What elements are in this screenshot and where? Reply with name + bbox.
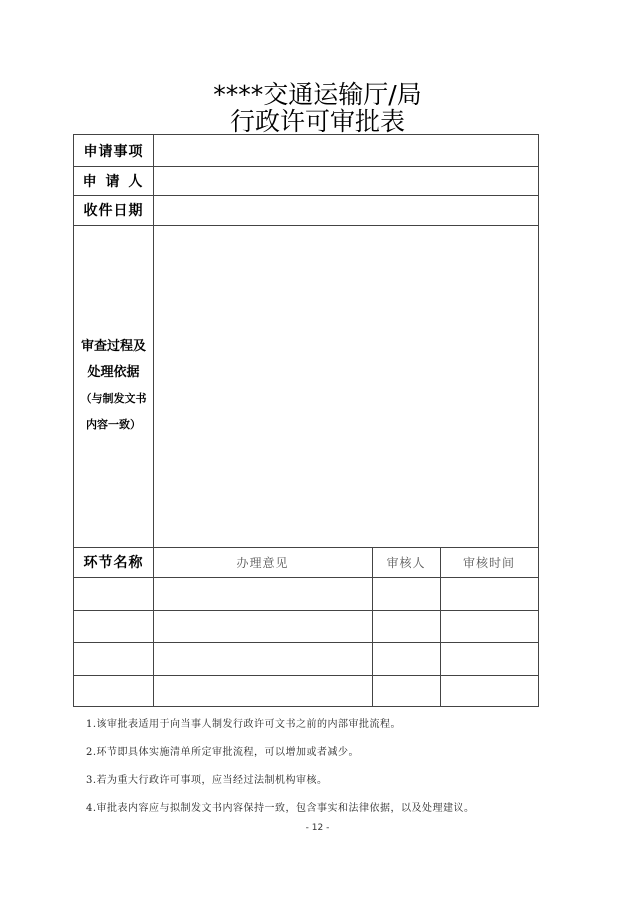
applicant-field[interactable] (153, 166, 538, 195)
stage-row-4-name-cell[interactable] (74, 675, 153, 706)
stage-name-header: 环节名称 (83, 555, 144, 571)
note-item: 2.环节即具体实施清单所定审批流程，可以增加或者减少。 (86, 747, 360, 758)
reviewer-header: 审核人 (386, 555, 426, 570)
application-item-label: 申请事项 (83, 143, 144, 160)
document-title-line1: ****交通运输厅/局 (213, 80, 422, 109)
receipt-date-field[interactable] (153, 195, 538, 225)
process-label-line3: （与制发文书 (80, 392, 147, 405)
review-time-header: 审核时间 (462, 555, 515, 570)
notes-section (86, 717, 606, 829)
stage-row-4-reviewer-cell[interactable] (372, 675, 440, 706)
receipt-date-label: 收件日期 (83, 203, 144, 219)
label-cell-receipt-date (74, 195, 153, 225)
header-cell-reviewer (372, 547, 440, 577)
document-title-line2: 行政许可审批表 (229, 107, 405, 136)
stage-row-3-reviewer-cell[interactable] (372, 642, 440, 675)
stage-row-1-name-cell[interactable] (74, 577, 153, 610)
note-item: 4.审批表内容应与拟制发文书内容保持一致，包含事实和法律依据，以及处理建议。 (86, 803, 475, 814)
header-cell-review-time (440, 547, 538, 577)
process-label-line1: 审查过程及 (80, 339, 146, 354)
process-label-line4: 内容一致） (86, 418, 141, 431)
process-label-line2: 处理依据 (87, 365, 140, 380)
note-item: 1.该审批表适用于向当事人制发行政许可文书之前的内部审批流程。 (86, 719, 402, 730)
application-item-field[interactable] (153, 135, 538, 166)
header-cell-stage-name (74, 547, 153, 577)
stage-row-2-opinion-cell[interactable] (153, 610, 372, 642)
stage-row-3-time-cell[interactable] (440, 642, 538, 675)
stage-row-4-time-cell[interactable] (440, 675, 538, 706)
stage-row-4-opinion-cell[interactable] (153, 675, 372, 706)
label-cell-applicant (74, 166, 153, 195)
stage-row-2-reviewer-cell[interactable] (372, 610, 440, 642)
stage-row-2-time-cell[interactable] (440, 610, 538, 642)
header-cell-opinion (153, 547, 372, 577)
stage-row-3-opinion-cell[interactable] (153, 642, 372, 675)
page-number: - 12 - (305, 823, 330, 833)
applicant-label: 申 请 人 (82, 173, 145, 190)
approval-form-table (73, 134, 539, 707)
stage-row-3-name-cell[interactable] (74, 642, 153, 675)
opinion-header: 办理意见 (236, 555, 289, 570)
note-item: 3.若为重大行政许可事项，应当经过法制机构审核。 (86, 775, 328, 786)
stage-row-1-reviewer-cell[interactable] (372, 577, 440, 610)
label-cell-application-item (74, 135, 153, 166)
label-cell-process-basis (74, 225, 153, 547)
stage-row-2-name-cell[interactable] (74, 610, 153, 642)
stage-row-1-opinion-cell[interactable] (153, 577, 372, 610)
process-basis-field[interactable] (153, 225, 538, 547)
stage-row-1-time-cell[interactable] (440, 577, 538, 610)
